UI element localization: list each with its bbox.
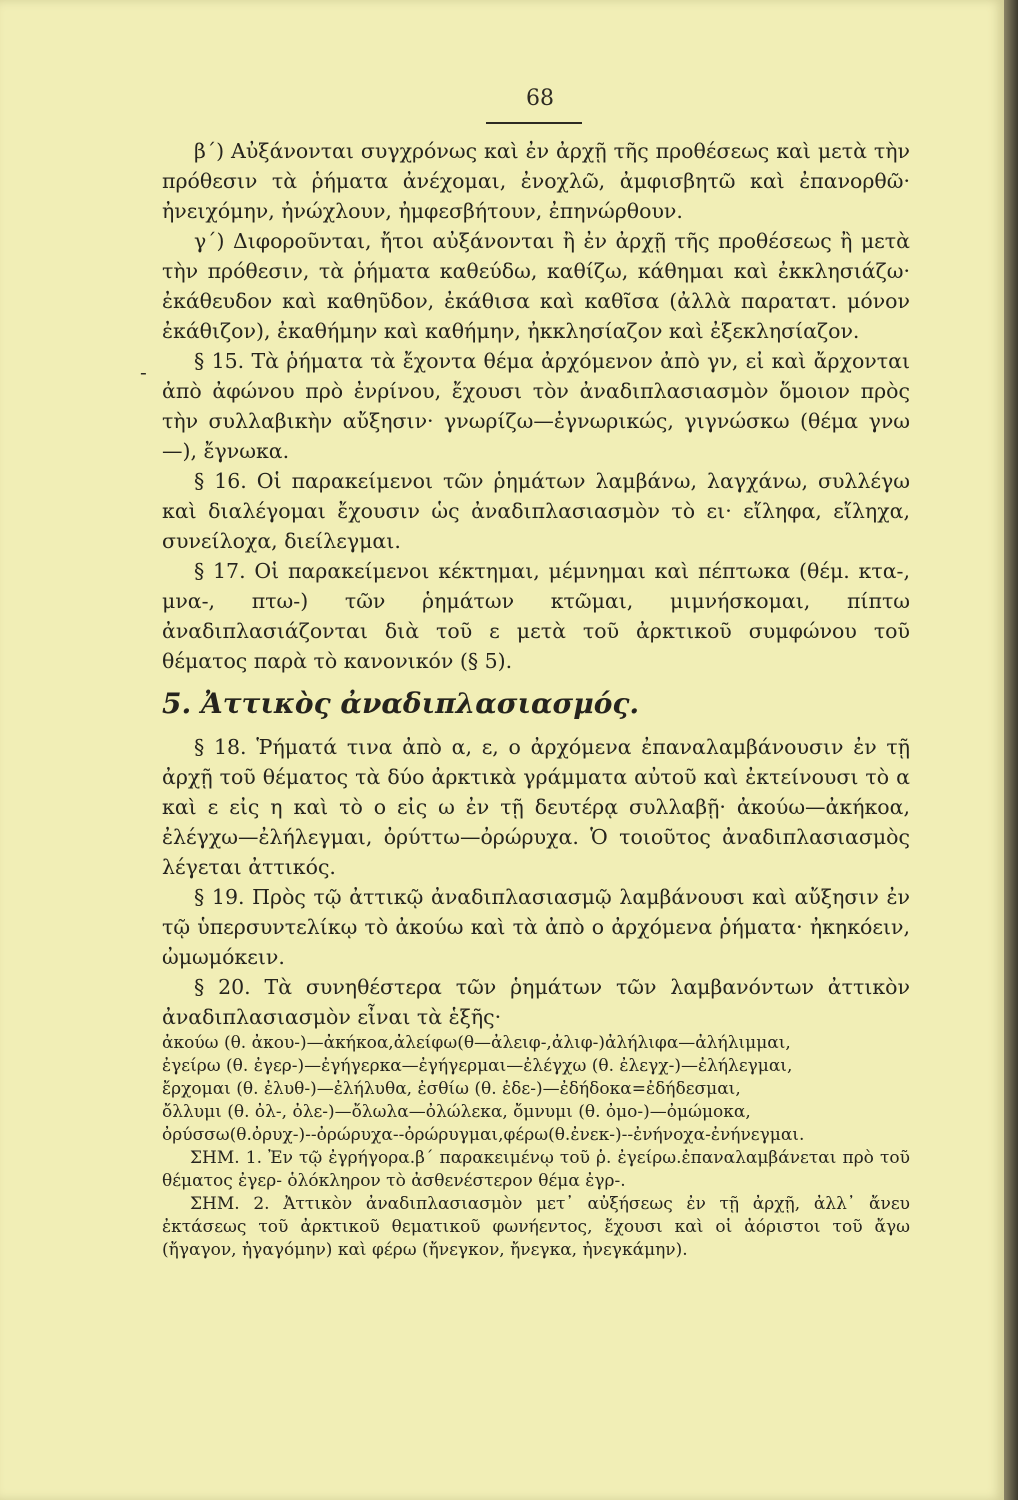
paragraph-17: § 17. Οἱ παρακείμενοι κέκτημαι, μέμνημαι καὶ πέπτωκα (θέμ. κτα-, μνα-, πτω-) τῶν ῥημάτων κτῶμαι, μιμνήσκομαι, πίπτω ἀναδιπλασιάζονται διὰ τοῦ ε μετὰ τοῦ ἀρκτικοῦ συμφώνου τοῦ θέματος παρὰ τὸ κανονικόν (§ 5). (162, 559, 910, 673)
section-heading: 5. Ἀττικὸς ἀναδιπλασιασμός. (162, 687, 640, 720)
paragraph-20: § 20. Τὰ συνηθέστερα τῶν ῥημάτων τῶν λαμβανόντων ἀττικὸν ἀναδιπλασιασμὸν εἶναι τὰ ἑξῆς· (162, 975, 910, 1029)
list-item: ὄλλυμι (θ. ὀλ-, ὀλε-)—ὄλωλα—ὀλώλεκα, ὄμνυμι (θ. ὀμο-)—ὀμώμοκα, (162, 1102, 751, 1122)
list-item: ἔρχομαι (θ. ἐλυθ-)—ἐλήλυθα, ἐσθίω (θ. ἐδε-)—ἐδήδοκα=ἐδήδεσμαι, (162, 1079, 741, 1099)
paragraph-18: § 18. Ῥήματά τινα ἀπὸ α, ε, ο ἀρχόμενα ἐπαναλαμβάνουσιν ἐν τῇ ἀρχῇ τοῦ θέματος τὰ δύο ἀρκτικὰ γράμματα αὐτοῦ καὶ ἐκτείνουσι τὸ α καὶ ε εἰς η καὶ τὸ ο εἰς ω ἐν τῇ δευτέρᾳ συλλαβῇ· ἀκούω—ἀκήκοα, ἐλέγχω—ἐλήλεγμαι, ὀρύττω—ὀρώρυχα. Ὁ τοιοῦτος ἀναδιπλασιασμὸς λέγεται ἀττικός. (162, 735, 910, 879)
paragraph-beta: β΄) Αὐξάνονται συγχρόνως καὶ ἐν ἀρχῇ τῆς προθέσεως καὶ μετὰ τὴν πρόθεσιν τὰ ῥήματα ἀνέχομαι, ἐνοχλῶ, ἀμφισβητῶ καὶ ἐπανορθῶ· ἠνειχόμην, ἠνώχλουν, ἠμφεσβήτουν, ἐπηνώρθουν. (162, 139, 910, 223)
list-item: ὀρύσσω(θ.ὀρυχ-)--ὀρώρυχα--ὀρώρυγμαι,φέρω(θ.ἐνεκ-)--ἐνήνοχα-ἐνήνεγμαι. (162, 1125, 805, 1145)
page-text (162, 136, 910, 1262)
note-2: ΣΗΜ. 2. Ἀττικὸν ἀναδιπλασιασμὸν μετ᾽ αὐξήσεως ἐν τῇ ἀρχῇ, ἀλλ᾽ ἄνευ ἐκτάσεως τοῦ ἀρκτικοῦ θεματικοῦ φωνήεντος, ἔχουσι καὶ οἱ ἀόριστοι τοῦ ἄγω (ἤγαγον, ἠγαγόμην) καὶ φέρω (ἤνεγκον, ἤνεγκα, ἠνεγκάμην). (162, 1194, 910, 1260)
paragraph-gamma: γ΄) Διφοροῦνται, ἤτοι αὐξάνονται ἢ ἐν ἀρχῇ τῆς προθέσεως ἢ μετὰ τὴν πρόθεσιν, τὰ ῥήματα καθεύδω, καθίζω, κάθημαι καὶ ἐκκλησιάζω· ἐκάθευδον καὶ καθηῦδον, ἐκάθισα καὶ καθῖσα (ἀλλὰ παρατατ. μόνον ἐκάθιζον), ἐκαθήμην καὶ καθήμην, ἠκκλησίαζον καὶ ἐξεκλησίαζον. (162, 229, 910, 343)
margin-mark: - (140, 360, 147, 384)
paragraph-15: § 15. Τὰ ῥήματα τὰ ἔχοντα θέμα ἀρχόμενον ἀπὸ γν, εἰ καὶ ἄρχονται ἀπὸ ἀφώνου πρὸ ἐνρίνου, ἔχουσι τὸν ἀναδιπλασιασμὸν ὅμοιον πρὸς τὴν συλλαβικὴν αὔξησιν· γνωρίζω—ἐγνωρικώς, γιγνώσκω (θέμα γνω—), ἔγνωκα. (162, 349, 910, 463)
list-item: ἐγείρω (θ. ἐγερ-)—ἐγήγερκα—ἐγήγερμαι—ἐλέγχω (θ. ἐλεγχ-)—ἐλήλεγμαι, (162, 1056, 793, 1076)
paragraph-19: § 19. Πρὸς τῷ ἀττικῷ ἀναδιπλασιασμῷ λαμβάνουσι καὶ αὔξησιν ἐν τῷ ὑπερσυντελίκῳ τὸ ἀκούω καὶ τὰ ἀπὸ ο ἀρχόμενα ῥήματα· ἠκηκόειν, ὠμωμόκειν. (162, 885, 910, 969)
book-spine (1004, 0, 1018, 1500)
paragraph-16: § 16. Οἱ παρακείμενοι τῶν ῥημάτων λαμβάνω, λαγχάνω, συλλέγω καὶ διαλέγομαι ἔχουσιν ὡς ἀναδιπλασιασμὸν τὸ ει· εἴληφα, εἴληχα, συνείλοχα, διείλεγμαι. (162, 469, 910, 553)
page-number: 68 (526, 86, 554, 111)
verb-list (162, 1032, 910, 1262)
note-1: ΣΗΜ. 1. Ἐν τῷ ἐγρήγορα.β΄ παρακειμένῳ τοῦ ῥ. ἐγείρω.ἐπαναλαμβάνεται πρὸ τοῦ θέματος ἐγερ- ὁλόκληρον τὸ ἀσθενέστερον θέμα ἐγρ-. (162, 1148, 910, 1191)
page-number-rule (486, 122, 582, 124)
list-item: ἀκούω (θ. ἀκου-)—ἀκήκοα,ἀλείφω(θ—ἀλειφ-,ἀλιφ-)ἀλήλιφα—ἀλήλιμμαι, (162, 1033, 791, 1053)
